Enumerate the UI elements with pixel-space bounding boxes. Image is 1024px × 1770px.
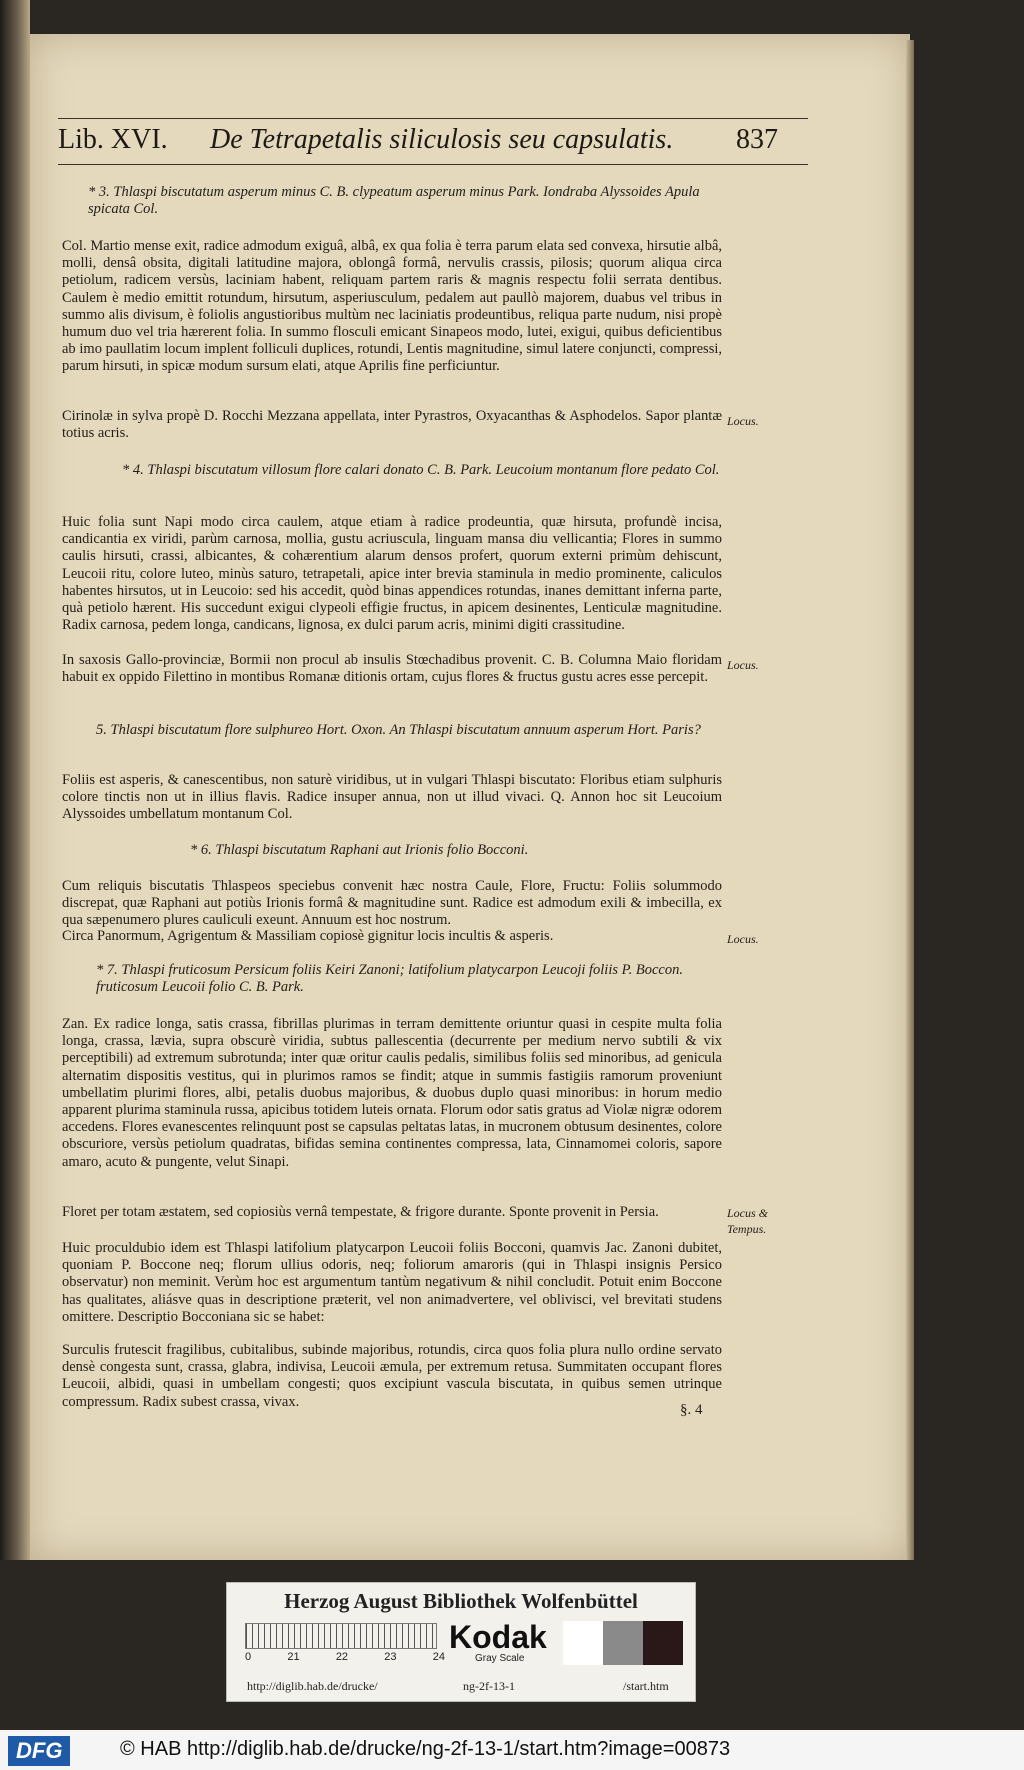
ruler-numbers <box>245 1651 445 1663</box>
gray-swatches <box>563 1621 683 1665</box>
card-url-base: http://diglib.hab.de/drucke/ <box>247 1679 378 1693</box>
footer-bar <box>0 1730 1024 1770</box>
entry-7-heading: * 7. Thlaspi fruticosum Persicum foliis Keiri Zanoni; latifolium platycarpon Leucoji foliis P. Boccon. fruticosum Leucoii folio C. B. Park. <box>96 962 683 996</box>
paragraph-6: Cum reliquis biscutatis Thlaspeos speciebus convenit hæc nostra Caule, Flore, Fructu: Foliis solummodo discrepat, quæ Raphani aut potiùs Irionis formâ & magnitudine sunt. Radice est admodum exili & imbecilla, ex qua sæpenumero plures cauliculi exeunt. Annuum est hoc nostrum. <box>62 878 722 929</box>
scale-ruler <box>245 1623 437 1649</box>
paragraph-10: Huic proculdubio idem est Thlaspi latifolium platycarpon Leucoii foliis Bocconi, quamvis Jac. Zanoni dubitet, quoniam P. Boccone neq; florum ullius odoris, neq; foliorum amaroris (qui in Thlaspi insignis Persico observatur) non meminit. Verùm hoc est argumentum tantùm negativum & nihil concludit. Potuit enim Boccone has qualitates, aliásve quas in descriptione præterit, vel non animadvertere, vel oblivisci, vel brevitati studens omittere. Descriptio Bocconiana sic se habet: <box>62 1240 722 1325</box>
margin-note-locus-tempus: Locus & <box>727 1206 769 1220</box>
page-edge <box>906 40 914 1560</box>
paragraph-2: Cirinolæ in sylva propè D. Rocchi Mezzana appellata, inter Pyrastros, Oxyacanthas & Asphodelos. Sapor plantæ totius acris. <box>62 408 722 442</box>
library-color-card <box>226 1582 696 1702</box>
ruler-num: 24 <box>432 1651 445 1663</box>
library-name: Herzog August Bibliothek Wolfenbüttel <box>284 1589 638 1613</box>
grayscale-label: Gray Scale <box>475 1653 525 1664</box>
margin-note-tempus: Tempus. <box>727 1222 767 1236</box>
paragraph-3: Huic folia sunt Napi modo circa caulem, atque etiam à radice prodeuntia, quæ hirsuta, profundè incisa, candicantia ex viridi, parùm carnosa, mollia, gustu acriuscula, linguam mansa diu vellicantia; Flores in summo caulis hirsuti, crassi, albicantes, & cohærentium alarum densos profert, quorum externi primùm dehiscunt, Leucoii ritu, colore luteo, minùs saturo, tetrapetali, apice inter brevia staminula in medio prominente, caliculos habentes hirsutos, ut in Leucoio: sed his accedit, quòd binas appendices rotundas, inanes demittant inferna parte, quà petiolo hærent. His succedunt exigui clypeoli effigie fructus, in apicem desinentes, Lenticulæ magnitudine. Radix carnosa, pedem longa, candicans, lignosa, ex dulci parum acris, minimi digiti crassitudine. <box>62 514 722 634</box>
swatch-gray <box>603 1621 643 1665</box>
card-url-page: /start.htm <box>623 1679 669 1693</box>
ruler-num: 21 <box>287 1651 300 1663</box>
copyright-link[interactable]: © HAB http://diglib.hab.de/drucke/ng-2f-13-1/start.htm?image=00873 <box>120 1738 731 1760</box>
margin-note-locus-1: Locus. <box>727 414 759 428</box>
paragraph-8: Zan. Ex radice longa, satis crassa, fibrillas plurimas in terram demittente oriuntur quasi in cespite multa folia longa, crassa, lævia, supra obscurè viridia, subtus pallescentia (decurrente per medium nervo subtili & vix perceptibili) ad extremum subrotunda; inter quæ oritur caulis pedalis, similibus foliis sed minoribus, ad genicula alternatim dispositis vestitus, qui in plurimos ramos se findit; atque in summis fastigiis ramorum proveniunt umbellatim plurimi flores, albi, petalis duobus majoribus, & duobus duplo quasi minoribus: in horum medio apparent plurima staminula russa, apicibus totidem luteis ornata. Florum odor satis gratus ad Violæ nigræ odorem accedens. Flores evanescentes relinquunt post se capsulas peltatas latas, in mucronem obtusum desinentes, colore obscuriore, versùs petiolum quadratas, bifidas semina continentes compressa, lata, Cinnamomei coloris, sapore amaro, acuto & pungente, velut Sinapi. <box>62 1016 722 1170</box>
running-header <box>58 118 808 162</box>
page-number: 837 <box>736 124 778 155</box>
ruler-num: 23 <box>384 1651 397 1663</box>
header-title: De Tetrapetalis siliculosis seu capsulatis. <box>210 124 674 155</box>
margin-note-locus-2: Locus. <box>727 658 759 672</box>
entry-5-heading: 5. Thlaspi biscutatum flore sulphureo Hort. Oxon. An Thlaspi biscutatum annuum asperum Hort. Paris? <box>96 722 701 738</box>
margin-note-locus-3: Locus. <box>727 932 759 946</box>
signature-mark: §. 4 <box>680 1402 703 1418</box>
paragraph-1: Col. Martio mense exit, radice admodum exiguâ, albâ, ex qua folia è terra parum elata sed convexa, hirsutie albâ, molli, densâ obsita, digitali latitudine majora, oblongâ formâ, nervulis crassis, pilosis; quorum aliqua circa petiolum, radicem versùs, laciniam habent, reliquam partem raris & magnis respectu folii serrata dentibus. Caulem è medio emittit rotundum, hirsutum, asperiusculum, pedalem aut paullò majorem, duabus vel tribus in summo alis divisum, è foliolis angustioribus multùm nec laciniatis prodeuntibus, reliqua parte nudum, nisi propè humum duo vel tria hærerent folia. In summo flosculi emicant Sinapeos modo, lutei, exigui, quibus deficientibus ab imo paullatim locum implent folliculi duplices, rotundi, Lentis magnitudine, simul latere conjuncti, compressi, parum hirsuti, in spicæ modum sursum elati, atque Aprilis fine perficiuntur. <box>62 238 722 375</box>
kodak-logo: Kodak <box>449 1619 547 1655</box>
page-spine-shadow <box>0 0 30 1560</box>
ruler-num: 22 <box>335 1651 349 1663</box>
entry-4-heading: * 4. Thlaspi biscutatum villosum flore calari donato C. B. Park. Leucoium montanum flore pedato Col. <box>122 462 720 478</box>
dfg-logo: DFG <box>8 1736 70 1766</box>
paragraph-4: In saxosis Gallo-provinciæ, Bormii non procul ab insulis Stœchadibus provenit. C. B. Columna Maio floridam habuit ex oppido Filettino in montibus Romanæ ditionis ortam, cujus flores & fructus gustu acres esse percepit. <box>62 652 722 686</box>
paragraph-11: Surculis frutescit fragilibus, cubitalibus, subinde majoribus, rotundis, circa quos folia plura nullo ordine servato densè congesta sunt, crassa, glabra, indivisa, Leucoii æmula, per extremum retusa. Summitaten occupant flores Leucoii, albidi, quasi in umbellam congesti; quos excipiunt vascula biscutata, in quibus semen utrinque compressum. Radix subest crassa, vivax. <box>62 1342 722 1410</box>
book-number: Lib. XVI. <box>58 124 168 155</box>
entry-3-heading: * 3. Thlaspi biscutatum asperum minus C. B. clypeatum asperum minus Park. Iondraba Alyssoides Apula spicata Col. <box>88 184 700 218</box>
paragraph-7: Circa Panormum, Agrigentum & Massiliam copiosè gignitur locis incultis & asperis. <box>62 928 554 944</box>
header-rule-bottom <box>58 164 808 165</box>
ruler-num: 0 <box>245 1651 252 1663</box>
paragraph-9: Floret per totam æstatem, sed copiosiùs vernâ tempestate, & frigore durante. Sponte provenit in Persia. <box>62 1204 659 1220</box>
entry-6-heading: * 6. Thlaspi biscutatum Raphani aut Irionis folio Bocconi. <box>190 842 529 858</box>
card-url-id: ng-2f-13-1 <box>463 1679 515 1693</box>
swatch-white <box>563 1621 603 1665</box>
swatch-black <box>643 1621 683 1665</box>
paragraph-5: Foliis est asperis, & canescentibus, non saturè viridibus, ut in vulgari Thlaspi biscutato: Floribus etiam sulphuris colore tinctis non ut in illius flavis. Radice insuper annua, non ut illud vivaci. Q. Annon hoc sit Leucoium Alyssoides umbellatum montanum Col. <box>62 772 722 823</box>
